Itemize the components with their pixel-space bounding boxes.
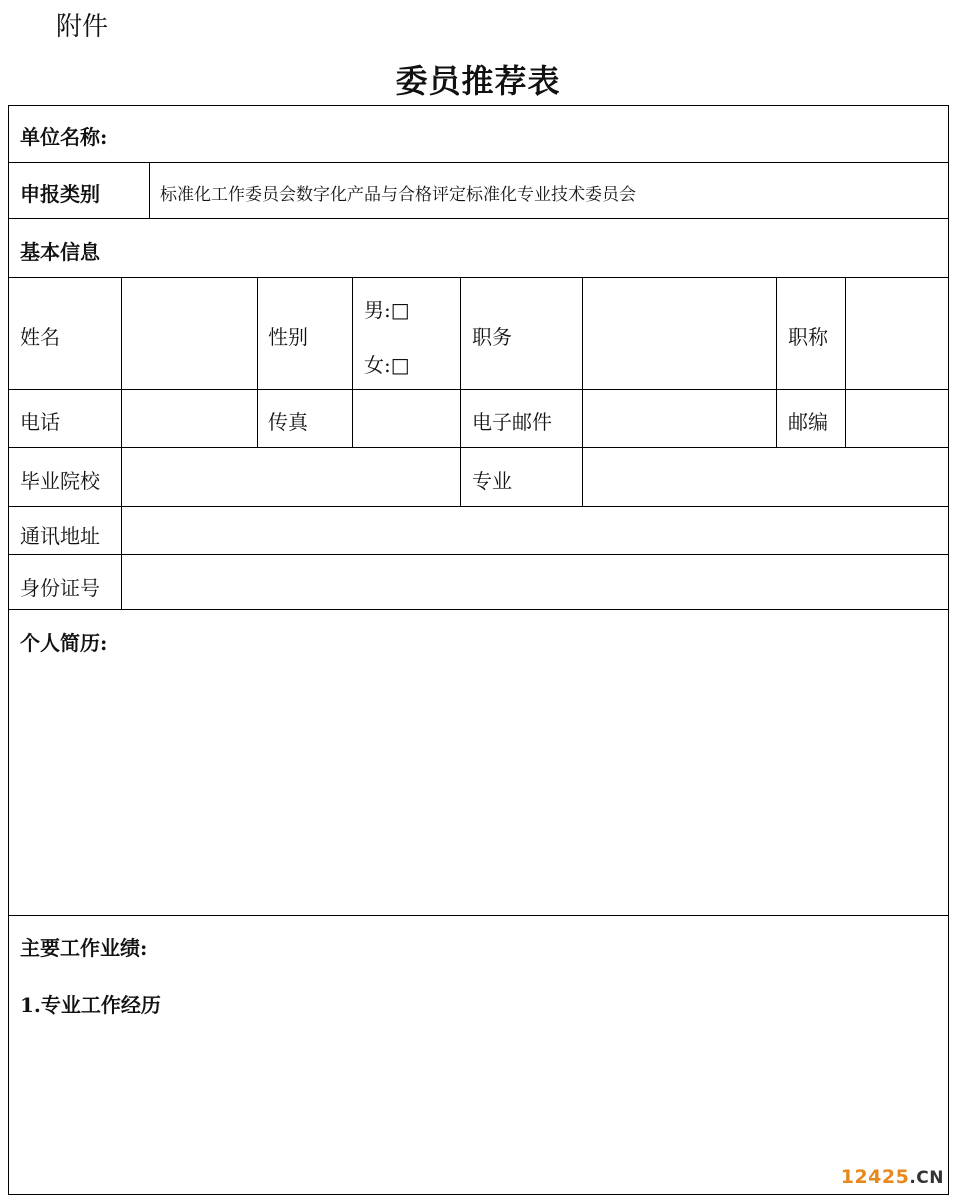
- table-rule: [8, 609, 949, 610]
- table-rule: [460, 277, 461, 506]
- table-rule: [8, 506, 949, 507]
- table-rule: [8, 218, 949, 219]
- table-rule: [582, 277, 583, 506]
- professional-title-field[interactable]: [848, 280, 945, 386]
- gender-label: 性别: [268, 325, 308, 349]
- id-number-field[interactable]: [124, 557, 945, 606]
- male-option[interactable]: [364, 294, 410, 323]
- table-rule: [8, 105, 949, 106]
- experience-label: 1.专业工作经历: [20, 993, 161, 1017]
- female-checkbox[interactable]: □: [390, 353, 410, 377]
- address-label: 通讯地址: [20, 524, 100, 548]
- male-option-label: 男:: [364, 298, 391, 322]
- position-label: 职务: [472, 325, 512, 349]
- table-rule: [149, 162, 150, 218]
- category-label: 申报类别: [20, 182, 100, 206]
- unit-name-label: 单位名称:: [20, 125, 108, 149]
- table-rule: [948, 105, 949, 1195]
- major-label: 专业: [472, 469, 512, 493]
- fax-label: 传真: [268, 410, 308, 434]
- postcode-field[interactable]: [848, 392, 945, 444]
- table-rule: [8, 915, 949, 916]
- male-checkbox[interactable]: □: [390, 298, 410, 322]
- female-option[interactable]: [364, 349, 410, 378]
- email-field[interactable]: [585, 392, 773, 444]
- table-rule: [845, 277, 846, 447]
- category-value: 标准化工作委员会数字化产品与合格评定标准化专业技术委员会: [160, 185, 636, 205]
- school-label: 毕业院校: [20, 469, 100, 493]
- table-rule: [8, 105, 9, 1195]
- major-field[interactable]: [585, 450, 945, 503]
- table-rule: [8, 277, 949, 278]
- watermark-suffix: .CN: [909, 1168, 944, 1188]
- attachment-label: 附件: [56, 12, 109, 42]
- table-rule: [121, 277, 122, 609]
- site-watermark: [841, 1166, 944, 1188]
- form-title: 委员推荐表: [395, 62, 561, 100]
- female-option-label: 女:: [364, 353, 391, 377]
- unit-name-field[interactable]: [120, 108, 940, 158]
- address-field[interactable]: [124, 509, 945, 551]
- achievements-label: 主要工作业绩:: [20, 936, 148, 960]
- table-rule: [8, 447, 949, 448]
- resume-field[interactable]: [11, 660, 945, 912]
- table-rule: [8, 554, 949, 555]
- basic-info-heading: 基本信息: [20, 240, 100, 264]
- table-rule: [352, 277, 353, 447]
- resume-label: 个人简历:: [20, 631, 108, 655]
- email-label: 电子邮件: [472, 410, 552, 434]
- school-field[interactable]: [124, 450, 457, 503]
- phone-field[interactable]: [124, 392, 254, 444]
- phone-label: 电话: [20, 410, 60, 434]
- achievements-field[interactable]: [11, 1020, 945, 1190]
- professional-title-label: 职称: [788, 325, 828, 349]
- fax-field[interactable]: [355, 392, 457, 444]
- table-rule: [776, 277, 777, 447]
- postcode-label: 邮编: [788, 410, 828, 434]
- watermark-main: 12425: [840, 1166, 910, 1188]
- table-rule: [8, 1194, 949, 1195]
- table-rule: [8, 389, 949, 390]
- table-rule: [257, 277, 258, 447]
- name-label: 姓名: [20, 325, 60, 349]
- id-number-label: 身份证号: [20, 576, 100, 600]
- position-field[interactable]: [585, 280, 773, 386]
- name-field[interactable]: [124, 280, 254, 386]
